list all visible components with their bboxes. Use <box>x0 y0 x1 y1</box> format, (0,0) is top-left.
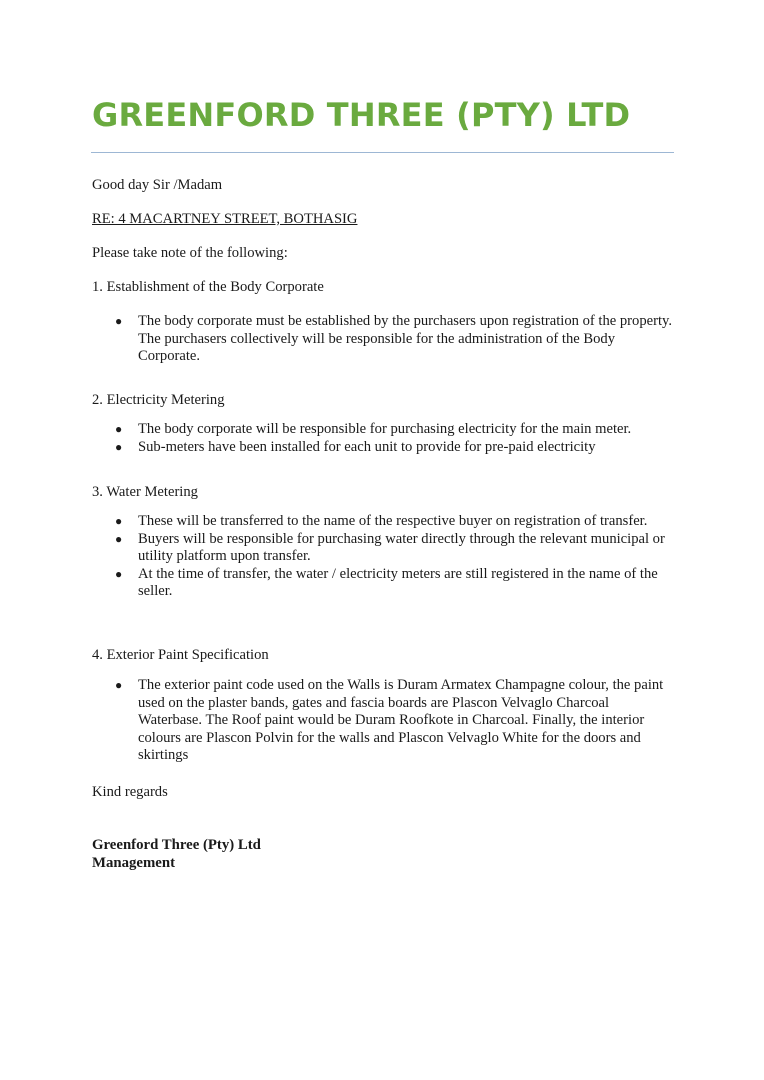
bullet-text: The body corporate must be established by the purchasers upon registration of the property. The purchasers collectively will be responsible for the administration of the Body Corporate. <box>138 313 673 365</box>
bullet-icon: ● <box>115 422 123 436</box>
section-bullets <box>92 313 672 366</box>
bullet-item <box>92 313 672 366</box>
signature-role: Management <box>92 855 176 871</box>
bullet-icon: ● <box>115 314 123 328</box>
greeting: Good day Sir /Madam <box>92 177 223 193</box>
section-title: 3. Water Metering <box>92 484 198 500</box>
bullet-item <box>92 439 672 457</box>
bullet-icon: ● <box>115 514 123 528</box>
section-bullets <box>92 677 672 765</box>
closing: Kind regards <box>92 784 168 800</box>
bullet-item <box>92 677 672 765</box>
bullet-item <box>92 513 672 531</box>
section-title: 1. Establishment of the Body Corporate <box>92 279 324 295</box>
bullet-text: Sub-meters have been installed for each unit to provide for pre-paid electricity <box>138 438 596 455</box>
company-heading: GREENFORD THREE (PTY) LTD <box>92 96 631 134</box>
bullet-icon: ● <box>115 439 123 454</box>
section-title: 4. Exterior Paint Specification <box>92 647 269 663</box>
bullet-text: At the time of transfer, the water / electricity meters are still registered in the name of the seller. <box>138 565 658 600</box>
bullet-item <box>92 421 672 439</box>
bullet-icon: ● <box>115 531 123 546</box>
bullet-icon: ● <box>115 678 123 692</box>
bullet-text: Buyers will be responsible for purchasing water directly through the relevant municipal or utility platform upon transfer. <box>138 530 665 565</box>
signature-company: Greenford Three (Pty) Ltd <box>92 837 261 853</box>
section-title: 2. Electricity Metering <box>92 392 225 408</box>
subject-line: RE: 4 MACARTNEY STREET, BOTHASIG <box>92 211 358 227</box>
bullet-item <box>92 566 672 601</box>
bullet-text: These will be transferred to the name of the respective buyer on registration of transfer. <box>138 513 648 529</box>
section-bullets <box>92 421 672 456</box>
bullet-item <box>92 531 672 566</box>
bullet-text: The exterior paint code used on the Walls is Duram Armatex Champagne colour, the paint used on the plaster bands, gates and fascia boards are Plascon Velvaglo Charcoal Waterbase. The Roof paint would be Duram Roofkote in Charcoal. Finally, the interior colours are Plascon Polvin for the walls and Plascon Velvaglo White for the doors and skirtings <box>138 677 664 764</box>
bullet-icon: ● <box>115 566 123 581</box>
section-bullets <box>92 513 672 601</box>
bullet-text: The body corporate will be responsible for purchasing electricity for the main meter. <box>138 421 632 437</box>
intro-text: Please take note of the following: <box>92 245 288 261</box>
heading-divider <box>91 152 674 153</box>
